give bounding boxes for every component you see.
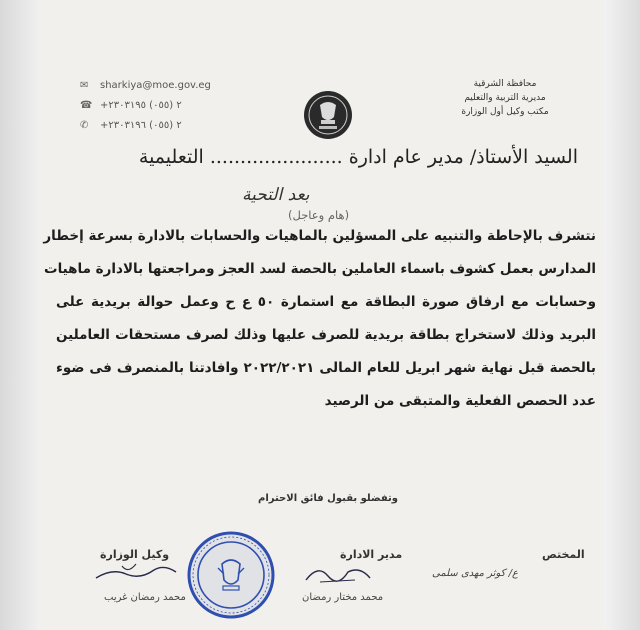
contact-phone-2 bbox=[80, 120, 182, 131]
organization-header bbox=[440, 77, 570, 119]
specialist-name: ع/ كوثر مهدى سلمى bbox=[432, 568, 518, 579]
director-title: مدير الادارة bbox=[340, 548, 403, 561]
undersecretary-signature bbox=[92, 560, 182, 586]
fax-icon: ✆ bbox=[80, 120, 89, 131]
official-stamp bbox=[186, 530, 276, 620]
undersecretary-title: وكيل الوزارة bbox=[100, 548, 170, 561]
org-line-3: مكتب وكيل أول الوزارة bbox=[461, 107, 549, 117]
body-line-3: وحسابات مع ارفاق صورة البطاقة مع استمارة ٥٠ ع ح وعمل حوالة بريدية على bbox=[56, 294, 596, 310]
closing-line: وتفضلو بقبول فائق الاحترام bbox=[258, 493, 399, 504]
phone-2-text: +٢ (٠٥٥) ٢٣٠٣١٩٦ bbox=[100, 120, 182, 131]
ministry-emblem bbox=[293, 87, 363, 141]
director-signature bbox=[300, 560, 380, 588]
contact-email bbox=[80, 80, 211, 91]
director-name: محمد مختار رمضان bbox=[302, 592, 384, 603]
phone-icon: ☎ bbox=[80, 100, 93, 111]
left-border bbox=[0, 0, 38, 630]
right-border bbox=[604, 0, 640, 630]
body-line-1: نتشرف بالإحاطة والتنبيه على المسؤلين بالماهيات والحسابات بالادارة بسرعة إخطار bbox=[43, 228, 596, 244]
body-line-2: المدارس بعمل كشوف باسماء العاملين بالحصة لسد العجز ومراجعتها بالادارة ماهيات bbox=[44, 261, 596, 277]
priority-note: (هام وعاجل) bbox=[288, 208, 350, 222]
email-text: sharkiya@moe.gov.eg bbox=[100, 80, 211, 91]
undersecretary-name: محمد رمضان غريب bbox=[104, 592, 186, 603]
body-line-4: البريد وذلك لاستخراج بطاقة بريدية للصرف عليها وذلك لصرف مستحقات العاملين bbox=[56, 327, 596, 343]
body-line-6: عدد الحصص الفعلية والمتبقى من الرصيد bbox=[324, 393, 596, 409]
org-line-2: مديرية التربية والتعليم bbox=[464, 93, 546, 103]
body-line-5: بالحصة قبل نهاية شهر ابريل للعام المالى ٢٠٢٢/٢٠٢١ وافادتنا بالمنصرف فى ضوء bbox=[56, 360, 596, 376]
envelope-icon: ✉ bbox=[80, 80, 89, 91]
specialist-title: المختص bbox=[542, 548, 585, 561]
org-line-1: محافظة الشرقية bbox=[473, 79, 537, 89]
contact-phone-1 bbox=[80, 100, 182, 111]
greeting: بعد التحية bbox=[242, 185, 310, 205]
addressee: السيد الأستاذ/ مدير عام ادارة ...................... التعليمية bbox=[138, 146, 578, 168]
phone-1-text: +٢ (٠٥٥) ٢٣٠٣١٩٥ bbox=[100, 100, 182, 111]
